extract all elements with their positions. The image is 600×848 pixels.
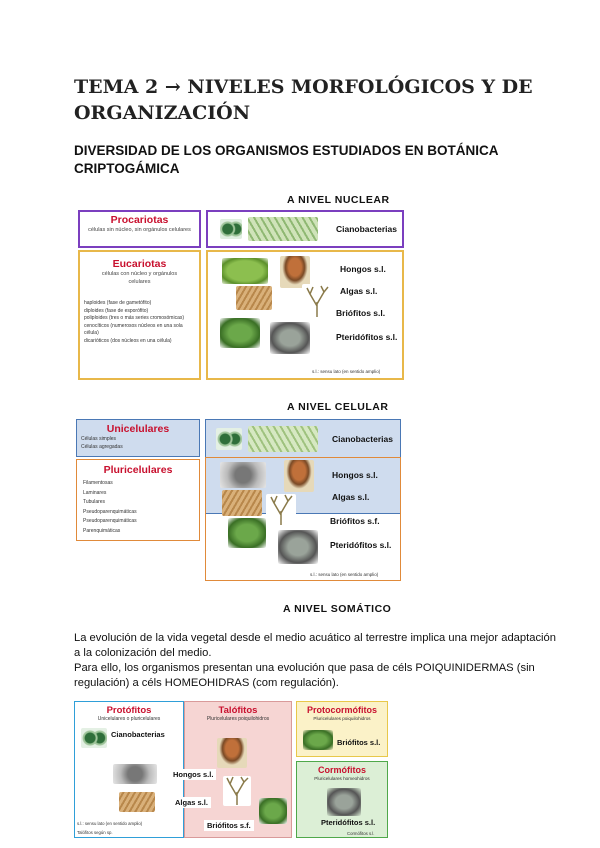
cormofitos-desc: Pluricelulares homeohidros <box>314 776 370 781</box>
somatico-paragraph-1: La evolución de la vida vegetal desde el medio acuático al terrestre implica una mejor adaptación a la colonización del medio. <box>74 632 556 659</box>
cyanobacteria-image <box>216 428 242 450</box>
protofitos-desc: Unicelulares o pluricelulares <box>97 716 161 722</box>
cormofitos-footnote: Cormófitos s.l. <box>347 831 375 836</box>
eucariotas-item: diploides (fase de esporófito) <box>84 307 149 314</box>
mushroom-image <box>217 738 247 768</box>
nuclear-footnote: s.l.: sensu lato (en sentido amplio) <box>312 369 381 374</box>
moss-image <box>228 518 266 548</box>
talofitos-desc: Pluricelulares poiquilohidros <box>206 716 270 722</box>
pluricelulares-box <box>76 459 200 541</box>
protocormofitos-desc: Pluricelulares poiquilohidros <box>313 716 371 721</box>
protofitos-box <box>74 701 184 838</box>
spores-image <box>113 764 157 784</box>
protofitos-title: Protófitos <box>106 705 152 716</box>
somatico-paragraph-2: Para ello, los organismos presentan una evolución que pasa de céls POIQUINIDERMAS (sin regulación) a céls HOMEOHIDRAS (com regulación). <box>74 662 535 689</box>
cyanobacteria-image <box>81 728 107 748</box>
cyanobacteria-image <box>220 219 242 239</box>
celular-briofitos-label: Briófitos s.f. <box>330 516 380 526</box>
moss-image <box>303 730 333 750</box>
celular-footnote: s.l.: sensu lato (en sentido amplio) <box>310 572 379 577</box>
pluricelulares-item: Pseudoparenquimáticas <box>83 508 137 515</box>
pluricelulares-item: Filamentosas <box>83 480 113 486</box>
filament-image <box>248 426 318 452</box>
pluricelulares-item: Pseudoparenquimáticas <box>83 518 137 525</box>
fossil-image <box>236 286 272 310</box>
celular-orange-box <box>205 457 401 581</box>
celular-hongos-label: Hongos s.l. <box>332 470 378 480</box>
nuclear-briofitos-label: Briófitos s.l. <box>336 308 386 318</box>
eucariotas-desc: células con núcleo y orgánulos celulares <box>101 271 178 285</box>
eucariotas-item: haploides (fase de gametófito) <box>84 300 152 306</box>
nuclear-eukaryotes-box <box>206 250 404 380</box>
filament-image <box>248 217 318 241</box>
unicelulares-item: Células simples <box>81 436 117 442</box>
cormofitos-pteridofitos-label: Pteridófitos s.l. <box>321 818 376 827</box>
protofitos-footnote-2: Talófitos según sp. <box>77 830 113 835</box>
fern-image <box>278 530 318 564</box>
nuclear-heading: A NIVEL NUCLEAR <box>287 194 390 206</box>
procariotas-box <box>78 210 201 248</box>
pluricelulares-item: Parenquimáticas <box>83 527 121 534</box>
unicelulares-box <box>76 419 200 457</box>
nuclear-pteridofitos-label: Pteridófitos s.l. <box>336 332 398 342</box>
moss-image <box>259 798 287 824</box>
talofitos-title: Talófitos <box>218 705 258 716</box>
lichen-image <box>302 284 332 318</box>
nuclear-algas-label: Algas s.l. <box>340 286 378 296</box>
nuclear-hongos-label: Hongos s.l. <box>340 264 386 274</box>
celular-heading: A NIVEL CELULAR <box>287 401 389 413</box>
protofitos-cianobacterias-label: Cianobacterias <box>111 730 165 739</box>
somatico-algas-label: Algas s.l. <box>172 797 211 808</box>
unicelulares-title: Unicelulares <box>106 423 170 435</box>
fern-image <box>327 788 361 816</box>
protocormofitos-box <box>296 701 388 757</box>
celular-cianobacterias-label: Cianobacterias <box>332 434 393 444</box>
eucariotas-box <box>78 250 201 380</box>
lichen-image <box>266 494 296 526</box>
procariotas-title: Procariotas <box>110 214 169 226</box>
celular-pteridofitos-label: Pteridófitos s.l. <box>330 540 392 550</box>
spores-image <box>220 462 266 488</box>
section-subtitle: DIVERSIDAD DE LOS ORGANISMOS ESTUDIADOS EN BOTÁNICA CRIPTOGÁMICA <box>74 143 499 176</box>
cormofitos-box <box>296 761 388 838</box>
somatico-briofitos-label: Briófitos s.f. <box>204 820 254 831</box>
protocormofitos-title: Protocormófitos <box>306 705 377 715</box>
protocormofitos-briofitos-label: Briófitos s.l. <box>337 738 381 747</box>
fern-image <box>270 322 310 354</box>
procariotas-desc: células sin núcleo, sin orgánulos celulares <box>88 227 191 233</box>
pluricelulares-title: Pluricelulares <box>103 464 173 476</box>
somatico-heading: A NIVEL SOMÁTICO <box>283 603 392 615</box>
mushroom-image <box>284 460 314 492</box>
somatico-paragraph <box>74 631 564 691</box>
cormofitos-title: Cormófitos <box>318 765 366 775</box>
eucariotas-title: Eucariotas <box>112 258 167 270</box>
somatico-hongos-label: Hongos s.l. <box>170 769 216 780</box>
page-title: TEMA 2 → NIVELES MORFOLÓGICOS Y DE ORGANIZACIÓN <box>74 76 533 124</box>
pluricelulares-item: Tubulares <box>83 499 106 506</box>
protofitos-footnote-1: s.l.: sensu lato (en sentido amplio) <box>77 821 143 826</box>
nuclear-cianobacterias-label: Cianobacterias <box>336 224 397 234</box>
eucariotas-item: poliploides (tres o más series cromosómicas) <box>84 315 185 321</box>
nuclear-cianobacterias-box <box>206 210 404 248</box>
unicelulares-item: Células agregadas <box>81 443 123 450</box>
celular-algas-label: Algas s.l. <box>332 492 370 502</box>
pluricelulares-item: Laminares <box>83 489 107 496</box>
lichen-image <box>223 776 251 806</box>
moss-image <box>220 318 260 348</box>
eucariotas-item: dicarióticos (dos núcleos en una célula) <box>84 337 172 344</box>
fossil-image <box>222 490 262 516</box>
algae-image <box>222 258 268 284</box>
eucariotas-item: cenocíticos (numerosos núcleos en una sola célula) <box>84 322 183 336</box>
fossil-image <box>119 792 155 812</box>
